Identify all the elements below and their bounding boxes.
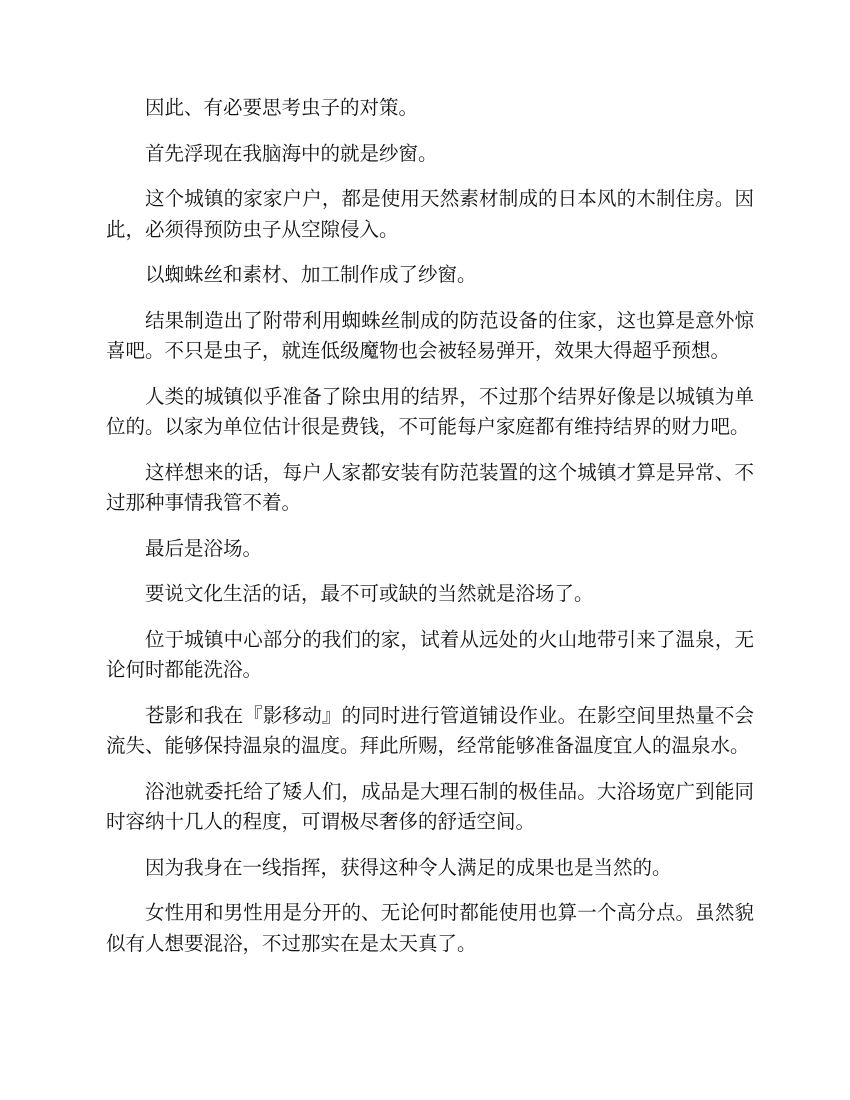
paragraph: 以蜘蛛丝和素材、加工制作成了纱窗。	[145, 263, 477, 286]
paragraph: 浴池就委托给了矮人们，成品是大理石制的极佳品。大浴场宽广到能同时容纳十几人的程度，可谓极尽奢侈的舒适空间。	[106, 779, 754, 833]
paragraph: 因此、有必要思考虫子的对策。	[145, 96, 419, 119]
paragraph: 位于城镇中心部分的我们的家，试着从远处的火山地带引来了温泉，无论何时都能洗浴。	[106, 627, 754, 681]
paragraph: 结果制造出了附带利用蜘蛛丝制成的防范设备的住家，这也算是意外惊喜吧。不只是虫子，就连低级魔物也会被轻易弹开，效果大得超乎预想。	[106, 308, 754, 362]
paragraph: 这个城镇的家家户户，都是使用天然素材制成的日本风的木制住房。因此，必须得预防虫子从空隙侵入。	[106, 187, 754, 241]
paragraph: 苍影和我在『影移动』的同时进行管道铺设作业。在影空间里热量不会流失、能够保持温泉的温度。拜此所赐，经常能够准备温度宜人的温泉水。	[106, 703, 754, 757]
document-page	[106, 93, 754, 974]
paragraph: 要说文化生活的话，最不可或缺的当然就是浴场了。	[145, 582, 594, 605]
paragraph: 女性用和男性用是分开的、无论何时都能使用也算一个高分点。虽然貌似有人想要混浴，不过那实在是太天真了。	[106, 901, 754, 955]
paragraph: 人类的城镇似乎准备了除虫用的结界，不过那个结界好像是以城镇为单位的。以家为单位估计很是费钱，不可能每户家庭都有维持结界的财力吧。	[106, 384, 754, 438]
paragraph: 这样想来的话，每户人家都安装有防范装置的这个城镇才算是异常、不过那种事情我管不着。	[106, 460, 754, 514]
paragraph: 首先浮现在我脑海中的就是纱窗。	[145, 141, 438, 165]
paragraph: 因为我身在一线指挥，获得这种令人满足的成果也是当然的。	[145, 855, 672, 879]
paragraph: 最后是浴场。	[145, 536, 263, 560]
